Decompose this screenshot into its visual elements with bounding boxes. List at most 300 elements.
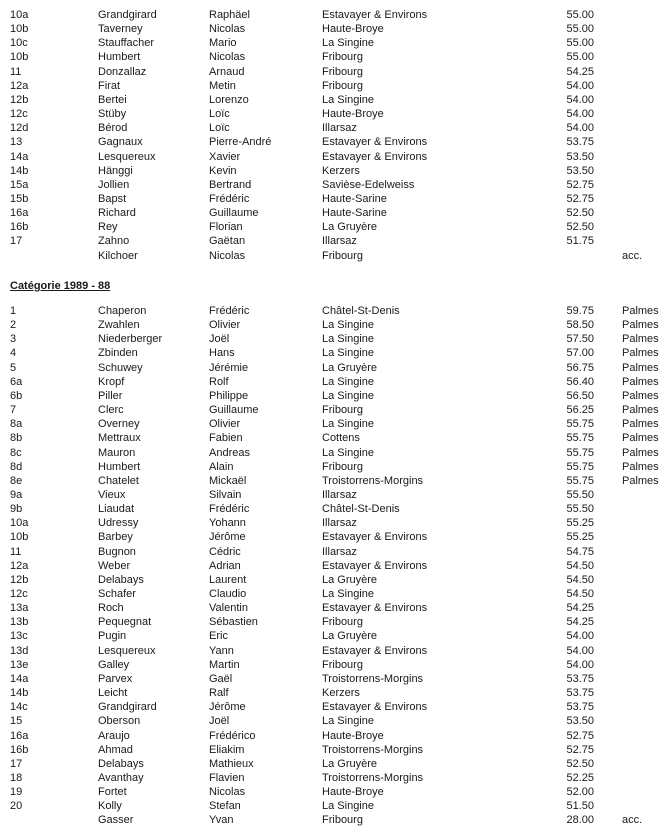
last-name-cell: Overney [98, 418, 140, 431]
club-cell: Kerzers [322, 164, 360, 177]
score-cell: 55.75 [566, 460, 594, 473]
rank-cell: 6b [10, 389, 23, 402]
club-cell: La Gruyère [322, 221, 378, 234]
first-name-cell: Hans [209, 347, 235, 360]
first-name-cell: Metin [209, 79, 236, 92]
first-name-cell: Alain [209, 460, 234, 473]
table-row [0, 757, 670, 771]
rank-cell: 16a [10, 729, 29, 742]
table-row [0, 516, 670, 530]
first-name-cell: Kevin [209, 164, 237, 177]
club-cell: Estavayer & Environs [322, 531, 428, 544]
first-name-cell: Frédéric [209, 192, 250, 205]
rank-cell: 8a [10, 418, 23, 431]
club-cell: Troistorrens-Morgins [322, 672, 424, 685]
note-cell: Palmes [622, 474, 659, 487]
club-cell: Haute-Sarine [322, 207, 387, 220]
last-name-cell: Pugin [98, 630, 127, 643]
first-name-cell: Olivier [209, 418, 241, 431]
score-cell: 54.50 [566, 559, 594, 572]
rank-cell: 12b [10, 573, 29, 586]
table-row [0, 135, 670, 149]
first-name-cell: Philippe [209, 389, 249, 402]
first-name-cell: Jérôme [209, 701, 246, 714]
rank-cell: 13a [10, 602, 29, 615]
last-name-cell: Parvex [98, 672, 133, 685]
rank-cell: 10b [10, 51, 29, 64]
score-cell: 52.75 [566, 743, 594, 756]
note-cell: Palmes [622, 361, 659, 374]
last-name-cell: Humbert [98, 460, 141, 473]
score-cell: 51.75 [566, 235, 594, 248]
first-name-cell: Sébastien [209, 616, 258, 629]
table-row [0, 488, 670, 502]
note-cell: Palmes [622, 333, 659, 346]
score-cell: 52.50 [566, 221, 594, 234]
score-cell: 54.00 [566, 79, 594, 92]
score-cell: 55.75 [566, 474, 594, 487]
rank-cell: 14b [10, 164, 29, 177]
rank-cell: 14c [10, 701, 28, 714]
first-name-cell: Joël [209, 715, 230, 728]
last-name-cell: Stauffacher [98, 37, 155, 50]
last-name-cell: Bertei [98, 93, 127, 106]
first-name-cell: Claudio [209, 588, 247, 600]
club-cell: La Singine [322, 347, 374, 360]
first-name-cell: Stefan [209, 800, 241, 813]
last-name-cell: Firat [98, 79, 120, 92]
score-cell: 53.75 [566, 672, 594, 685]
last-name-cell: Vieux [98, 488, 126, 501]
rank-cell: 10b [10, 531, 29, 544]
last-name-cell: Barbey [98, 531, 133, 544]
score-cell: 55.00 [566, 23, 594, 36]
score-cell: 53.75 [566, 136, 594, 149]
table-row [0, 36, 670, 50]
table-row [0, 361, 670, 375]
last-name-cell: Gasser [98, 814, 134, 827]
first-name-cell: Eric [209, 630, 228, 643]
first-name-cell: Mathieux [209, 757, 254, 770]
rank-cell: 5 [10, 361, 17, 374]
rank-cell: 13e [10, 658, 29, 671]
rank-cell: 12a [10, 559, 29, 572]
rank-cell: 12c [10, 108, 28, 121]
first-name-cell: Guillaume [209, 404, 259, 417]
rank-cell: 11 [10, 545, 22, 558]
rank-cell: 13c [10, 630, 28, 643]
score-cell: 53.75 [566, 701, 594, 714]
score-cell: 56.75 [566, 361, 594, 374]
club-cell: Haute-Broye [322, 108, 384, 121]
table-row [0, 150, 670, 164]
score-cell: 28.00 [566, 814, 594, 827]
club-cell: Illarsaz [322, 488, 357, 501]
first-name-cell: Arnaud [209, 65, 245, 78]
score-cell: 54.00 [566, 93, 594, 106]
score-cell: 54.00 [566, 122, 594, 135]
first-name-cell: Mickaël [209, 474, 247, 487]
table-row [0, 813, 670, 827]
first-name-cell: Flavien [209, 771, 245, 784]
club-cell: Fribourg [322, 65, 363, 78]
note-cell: Palmes [622, 418, 659, 431]
table-row [0, 417, 670, 431]
score-cell: 56.40 [566, 375, 594, 388]
table-row [0, 304, 670, 318]
score-cell: 54.50 [566, 588, 594, 600]
score-cell: 58.50 [566, 319, 594, 332]
note-cell: acc. [622, 814, 643, 827]
first-name-cell: Yann [209, 644, 234, 657]
first-name-cell: Valentin [209, 602, 248, 615]
rank-cell: 11 [10, 65, 22, 78]
table-row [0, 389, 670, 403]
table-row [0, 206, 670, 220]
club-cell: Troistorrens-Morgins [322, 474, 424, 487]
last-name-cell: Bérod [98, 122, 128, 135]
score-cell: 52.75 [566, 729, 594, 742]
club-cell: Fribourg [322, 460, 363, 473]
last-name-cell: Zahno [98, 235, 130, 248]
last-name-cell: Piller [98, 389, 123, 402]
last-name-cell: Hänggi [98, 164, 133, 177]
first-name-cell: Guillaume [209, 207, 259, 220]
rank-cell: 12c [10, 588, 28, 600]
rank-cell: 8c [10, 446, 22, 459]
score-cell: 55.25 [566, 531, 594, 544]
last-name-cell: Avanthay [98, 771, 144, 784]
last-name-cell: Jollien [98, 178, 130, 191]
club-cell: Troistorrens-Morgins [322, 743, 424, 756]
table-row [0, 545, 670, 559]
score-cell: 55.00 [566, 51, 594, 64]
last-name-cell: Ahmad [98, 743, 133, 756]
table-row [0, 403, 670, 417]
club-cell: Savièse-Edelweiss [322, 178, 415, 191]
last-name-cell: Lesquereux [98, 644, 156, 657]
club-cell: Illarsaz [322, 545, 357, 558]
score-cell: 54.00 [566, 630, 594, 643]
note-cell: Palmes [622, 432, 659, 445]
club-cell: Illarsaz [322, 517, 357, 530]
first-name-cell: Mario [209, 37, 237, 50]
first-name-cell: Joël [209, 333, 230, 346]
first-name-cell: Raphäel [209, 9, 250, 21]
table-row [0, 573, 670, 587]
table-row [0, 121, 670, 135]
last-name-cell: Galley [98, 658, 130, 671]
score-cell: 57.50 [566, 333, 594, 346]
note-cell: Palmes [622, 319, 659, 332]
club-cell: La Gruyère [322, 757, 378, 770]
club-cell: La Gruyère [322, 630, 378, 643]
table-row [0, 318, 670, 332]
last-name-cell: Chaperon [98, 305, 147, 317]
first-name-cell: Loïc [209, 122, 230, 135]
first-name-cell: Pierre-André [209, 136, 272, 149]
club-cell: Illarsaz [322, 122, 357, 135]
last-name-cell: Bapst [98, 192, 127, 205]
score-cell: 55.25 [566, 517, 594, 530]
club-cell: Haute-Broye [322, 729, 384, 742]
last-name-cell: Clerc [98, 404, 124, 417]
first-name-cell: Rolf [209, 375, 229, 388]
last-name-cell: Grandgirard [98, 9, 157, 21]
last-name-cell: Fortet [98, 786, 127, 799]
table-row [0, 587, 670, 601]
table-row [0, 234, 670, 248]
club-cell: Estavayer & Environs [322, 136, 428, 149]
rank-cell: 15 [10, 715, 23, 728]
table-row [0, 530, 670, 544]
score-cell: 54.75 [566, 545, 594, 558]
score-cell: 51.50 [566, 800, 594, 813]
first-name-cell: Loïc [209, 108, 230, 121]
rank-cell: 16a [10, 207, 29, 220]
rank-cell: 17 [10, 757, 23, 770]
first-name-cell: Olivier [209, 319, 241, 332]
last-name-cell: Humbert [98, 51, 141, 64]
score-cell: 55.00 [566, 9, 594, 21]
score-cell: 52.25 [566, 771, 594, 784]
table-row [0, 714, 670, 728]
score-cell: 55.00 [566, 37, 594, 50]
table-row [0, 785, 670, 799]
last-name-cell: Lesquereux [98, 150, 156, 163]
table-row [0, 743, 670, 757]
table-row [0, 446, 670, 460]
last-name-cell: Kilchoer [98, 249, 138, 262]
first-name-cell: Martin [209, 658, 240, 671]
last-name-cell: Grandgirard [98, 701, 157, 714]
score-cell: 54.25 [566, 616, 594, 629]
score-cell: 52.50 [566, 207, 594, 220]
table-row [0, 249, 670, 263]
club-cell: Fribourg [322, 814, 363, 827]
first-name-cell: Yohann [209, 517, 246, 530]
last-name-cell: Oberson [98, 715, 141, 728]
table-row [0, 672, 670, 686]
score-cell: 52.75 [566, 178, 594, 191]
rank-cell: 6a [10, 375, 23, 388]
table-row [0, 164, 670, 178]
rank-cell: 3 [10, 333, 17, 346]
rank-cell: 18 [10, 771, 23, 784]
club-cell: Fribourg [322, 658, 363, 671]
table-row [0, 375, 670, 389]
score-cell: 59.75 [566, 305, 594, 317]
table-row [0, 346, 670, 360]
rank-cell: 15b [10, 192, 29, 205]
last-name-cell: Delabays [98, 573, 144, 586]
score-cell: 57.00 [566, 347, 594, 360]
rank-cell: 4 [10, 347, 17, 360]
first-name-cell: Ralf [209, 687, 229, 700]
note-cell: Palmes [622, 389, 659, 402]
score-cell: 54.25 [566, 65, 594, 78]
club-cell: La Singine [322, 375, 374, 388]
score-cell: 55.75 [566, 446, 594, 459]
last-name-cell: Liaudat [98, 503, 135, 516]
last-name-cell: Rey [98, 221, 118, 234]
first-name-cell: Frédéric [209, 503, 250, 516]
rank-cell: 12a [10, 79, 29, 92]
last-name-cell: Araujo [98, 729, 130, 742]
table-row [0, 799, 670, 813]
last-name-cell: Roch [98, 602, 124, 615]
rank-cell: 9b [10, 503, 23, 516]
last-name-cell: Schafer [98, 588, 136, 600]
club-cell: Estavayer & Environs [322, 150, 428, 163]
last-name-cell: Zbinden [98, 347, 138, 360]
score-cell: 54.50 [566, 573, 594, 586]
club-cell: La Singine [322, 93, 374, 106]
last-name-cell: Schuwey [98, 361, 143, 374]
first-name-cell: Xavier [209, 150, 241, 163]
table-row [0, 431, 670, 445]
rank-cell: 7 [10, 404, 17, 417]
last-name-cell: Udressy [98, 517, 139, 530]
club-cell: Fribourg [322, 79, 363, 92]
score-cell: 55.50 [566, 488, 594, 501]
last-name-cell: Donzallaz [98, 65, 147, 78]
club-cell: Estavayer & Environs [322, 602, 428, 615]
rank-cell: 10a [10, 9, 29, 21]
last-name-cell: Richard [98, 207, 136, 220]
last-name-cell: Niederberger [98, 333, 163, 346]
score-cell: 54.00 [566, 108, 594, 121]
first-name-cell: Nicolas [209, 23, 246, 36]
club-cell: Kerzers [322, 687, 360, 700]
rank-cell: 2 [10, 319, 17, 332]
last-name-cell: Delabays [98, 757, 144, 770]
first-name-cell: Frédéric [209, 305, 250, 317]
last-name-cell: Pequegnat [98, 616, 152, 629]
score-cell: 53.75 [566, 687, 594, 700]
last-name-cell: Chatelet [98, 474, 139, 487]
table-row [0, 658, 670, 672]
rank-cell: 12d [10, 122, 29, 135]
rank-cell: 14b [10, 687, 29, 700]
rank-cell: 19 [10, 786, 23, 799]
rank-cell: 14a [10, 150, 29, 163]
table-row [0, 700, 670, 714]
table-row [0, 107, 670, 121]
club-cell: Châtel-St-Denis [322, 503, 400, 516]
rank-cell: 12b [10, 93, 29, 106]
first-name-cell: Nicolas [209, 786, 246, 799]
note-cell: Palmes [622, 305, 659, 317]
rank-cell: 10c [10, 37, 28, 50]
note-cell: Palmes [622, 404, 659, 417]
rank-cell: 1 [10, 305, 17, 317]
club-cell: La Singine [322, 446, 374, 459]
score-cell: 52.00 [566, 786, 594, 799]
club-cell: La Gruyère [322, 361, 378, 374]
table-row [0, 502, 670, 516]
first-name-cell: Bertrand [209, 178, 252, 191]
score-cell: 56.25 [566, 404, 594, 417]
table-row [0, 729, 670, 743]
table-row [0, 601, 670, 615]
club-cell: Châtel-St-Denis [322, 305, 400, 317]
first-name-cell: Cédric [209, 545, 241, 558]
last-name-cell: Zwahlen [98, 319, 140, 332]
club-cell: Fribourg [322, 404, 363, 417]
last-name-cell: Kolly [98, 800, 122, 813]
score-cell: 53.50 [566, 715, 594, 728]
first-name-cell: Laurent [209, 573, 247, 586]
first-name-cell: Gaëtan [209, 235, 246, 248]
table-row [0, 559, 670, 573]
rank-cell: 10b [10, 23, 29, 36]
club-cell: Fribourg [322, 616, 363, 629]
last-name-cell: Weber [98, 559, 131, 572]
score-cell: 52.50 [566, 757, 594, 770]
first-name-cell: Andreas [209, 446, 250, 459]
table-row [0, 686, 670, 700]
rank-cell: 20 [10, 800, 23, 813]
club-cell: La Singine [322, 715, 374, 728]
last-name-cell: Mauron [98, 446, 136, 459]
last-name-cell: Leicht [98, 687, 128, 700]
club-cell: Haute-Broye [322, 786, 384, 799]
first-name-cell: Frédérico [209, 729, 256, 742]
score-cell: 54.25 [566, 602, 594, 615]
rank-cell: 8b [10, 432, 23, 445]
last-name-cell: Mettraux [98, 432, 141, 445]
rank-cell: 13 [10, 136, 23, 149]
first-name-cell: Fabien [209, 432, 243, 445]
rank-cell: 10a [10, 517, 29, 530]
rank-cell: 16b [10, 743, 29, 756]
table-row [0, 460, 670, 474]
note-cell: acc. [622, 249, 643, 262]
table-row [0, 65, 670, 79]
last-name-cell: Taverney [98, 23, 143, 36]
note-cell: Palmes [622, 375, 659, 388]
table-row [0, 192, 670, 206]
category-heading: Catégorie 1989 - 88 [10, 280, 111, 292]
last-name-cell: Stüby [98, 108, 127, 121]
club-cell: La Singine [322, 389, 374, 402]
table-row [0, 474, 670, 488]
last-name-cell: Bugnon [98, 545, 136, 558]
table-row [0, 8, 670, 22]
club-cell: Estavayer & Environs [322, 559, 428, 572]
club-cell: Illarsaz [322, 235, 357, 248]
club-cell: La Singine [322, 418, 374, 431]
club-cell: Estavayer & Environs [322, 701, 428, 714]
rank-cell: 16b [10, 221, 29, 234]
first-name-cell: Lorenzo [209, 93, 249, 106]
table-row [0, 629, 670, 643]
club-cell: Fribourg [322, 51, 363, 64]
rank-cell: 15a [10, 178, 29, 191]
table-row [0, 615, 670, 629]
score-cell: 53.50 [566, 164, 594, 177]
first-name-cell: Jérôme [209, 531, 246, 544]
club-cell: La Singine [322, 319, 374, 332]
table-row [0, 93, 670, 107]
club-cell: Troistorrens-Morgins [322, 771, 424, 784]
club-cell: Estavayer & Environs [322, 9, 428, 21]
club-cell: Estavayer & Environs [322, 644, 428, 657]
club-cell: Haute-Broye [322, 23, 384, 36]
first-name-cell: Eliakim [209, 743, 245, 756]
score-cell: 55.50 [566, 503, 594, 516]
